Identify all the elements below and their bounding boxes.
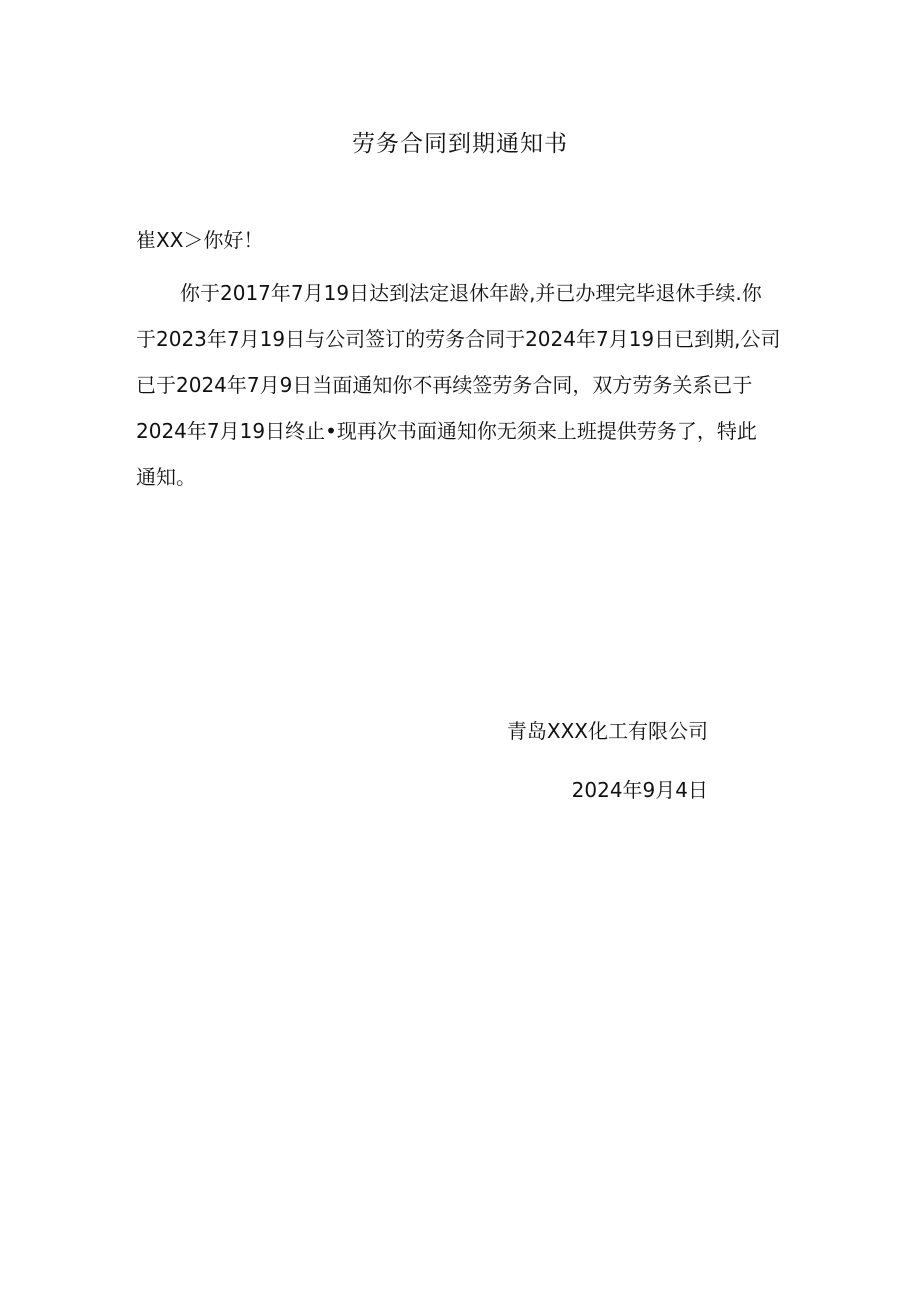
notice-body xyxy=(136,270,784,500)
body-line: 你于2017年7月19日达到法定退休年龄,并已办理完毕退休手续.你 xyxy=(180,281,762,305)
notice-date: 2024年9月4日 xyxy=(571,778,708,802)
document-title: 劳务合同到期通知书 xyxy=(352,131,568,157)
body-line: 于2023年7月19日与公司签订的劳务合同于2024年7月19日已到期,公司 xyxy=(136,327,781,351)
sender-company: 青岛XXX化工有限公司 xyxy=(506,719,708,743)
body-line: 2024年7月19日终止•现再次书面通知你无须来上班提供劳务了，特此 xyxy=(136,419,757,443)
body-line: 通知。 xyxy=(136,465,196,489)
salutation: 崔XX＞你好！ xyxy=(136,228,264,252)
body-line: 已于2024年7月9日当面通知你不再续签劳务合同，双方劳务关系已于 xyxy=(136,373,753,397)
